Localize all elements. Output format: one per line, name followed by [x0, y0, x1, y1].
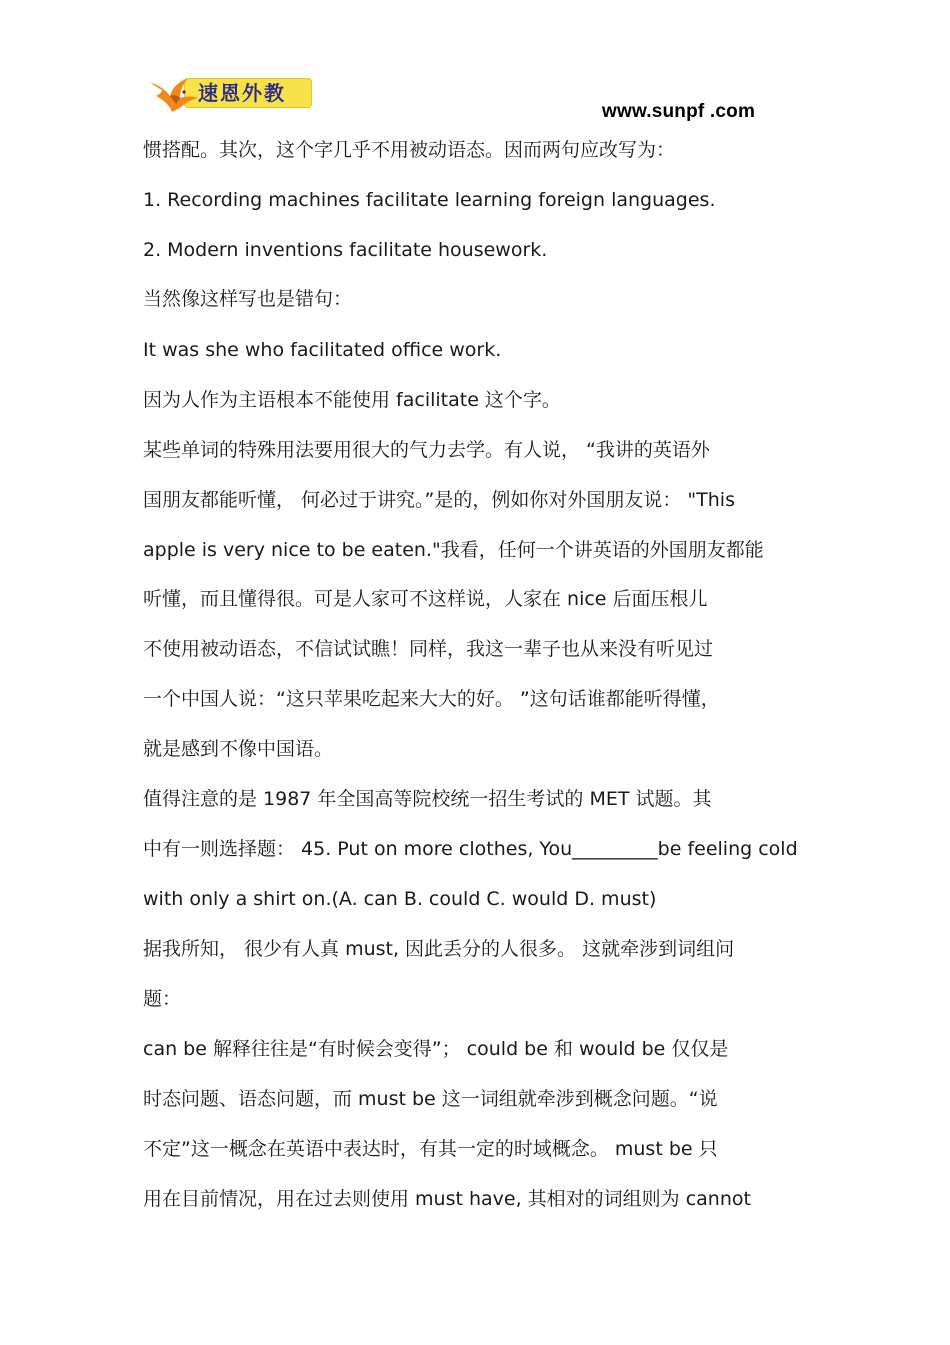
text-line: 当然像这样写也是错句： [143, 288, 353, 310]
text-line: 用在目前情况，用在过去则使用 must have, 其相对的词组则为 cannot [143, 1188, 751, 1210]
text-line: can be 解释往往是“有时候会变得”； could be 和 would be 仅仅是 [143, 1038, 729, 1060]
text-line: 国朋友都能听懂， 何必过于讲究。”是的，例如你对外国朋友说： "This [143, 489, 735, 511]
text-line: apple is very nice to be eaten."我看，任何一个讲英语的外国朋友都能 [143, 539, 764, 561]
text-line: with only a shirt on.(A. can B. could C. would D. must) [143, 888, 657, 910]
text-line: 中有一则选择题： 45. Put on more clothes, You_________be feeling cold [143, 838, 798, 860]
text-line: 值得注意的是 1987 年全国高等院校统一招生考试的 MET 试题。其 [143, 788, 712, 810]
text-line: 因为人作为主语根本不能使用 facilitate 这个字。 [143, 389, 561, 411]
text-line: 听懂，而且懂得很。可是人家可不这样说，人家在 nice 后面压根儿 [143, 588, 708, 610]
text-line: 1. Recording machines facilitate learning foreign languages. [143, 189, 716, 211]
page-header [0, 0, 950, 130]
text-line: It was she who facilitated office work. [143, 339, 502, 361]
text-line: 2. Modern inventions facilitate housework. [143, 239, 548, 261]
site-url: www.sunpf .com [602, 101, 756, 122]
logo [148, 72, 314, 114]
text-line: 一个中国人说：“这只苹果吃起来大大的好。 ”这句话谁都能听得懂， [143, 688, 720, 710]
text-line: 就是感到不像中国语。 [143, 738, 334, 760]
text-line: 时态问题、语态问题，而 must be 这一词组就牵涉到概念问题。“说 [143, 1088, 718, 1110]
text-line: 惯搭配。其次，这个字几乎不用被动语态。因而两句应改写为： [143, 139, 676, 161]
text-line: 据我所知， 很少有人真 must, 因此丢分的人很多。 这就牵涉到词组问 [143, 938, 735, 960]
text-line: 题： [143, 988, 182, 1010]
logo-text: 速恩外教 [198, 81, 286, 105]
text-line: 不使用被动语态，不信试试瞧！同样，我这一辈子也从来没有听见过 [143, 638, 714, 660]
text-line: 某些单词的特殊用法要用很大的气力去学。有人说， “我讲的英语外 [143, 439, 710, 461]
text-line: 不定”这一概念在英语中表达时，有其一定的时域概念。 must be 只 [143, 1138, 718, 1160]
eagle-icon [148, 72, 200, 114]
